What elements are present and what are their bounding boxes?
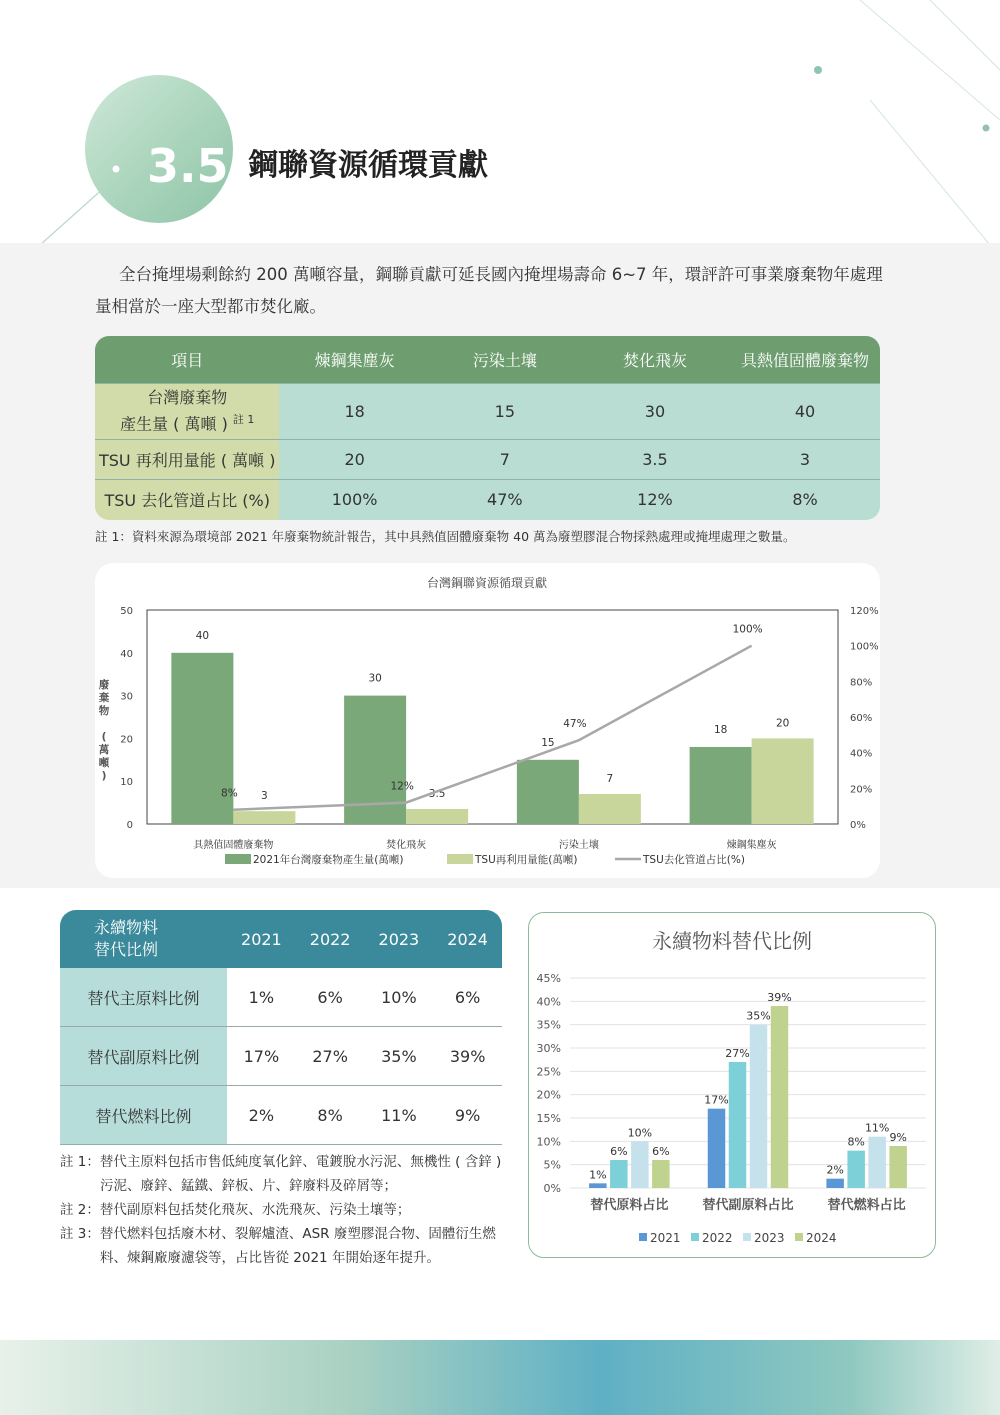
- y2-tick-label: 80%: [850, 677, 873, 689]
- bar: [631, 1141, 649, 1188]
- bar: [889, 1146, 907, 1188]
- y-tick-label: 5%: [543, 1158, 561, 1172]
- row-label-line2: 產生量 ( 萬噸 ): [120, 414, 228, 434]
- data-label: 6%: [652, 1145, 670, 1158]
- y-axis-label-char: (: [101, 731, 107, 743]
- table-cell: 7: [430, 440, 580, 480]
- y2-tick-label: 100%: [850, 641, 879, 653]
- row-label: 替代主原料比例: [60, 968, 227, 1027]
- bar: [826, 1179, 844, 1188]
- section-title: 鋼聯資源循環貢獻: [248, 148, 488, 183]
- table-cell: 2%: [227, 1086, 296, 1145]
- data-label: 30: [368, 672, 382, 685]
- y2-tick-label: 120%: [850, 606, 879, 617]
- data-label: 9%: [889, 1131, 907, 1144]
- data-label: 27%: [725, 1047, 750, 1060]
- table-cell: 12%: [580, 480, 730, 520]
- chart-title: 永續物料替代比例: [652, 929, 812, 953]
- legend-swatch: [795, 1233, 803, 1241]
- legend-swatch: [639, 1233, 647, 1241]
- y-tick-label: 30%: [536, 1042, 561, 1055]
- bar: [750, 1025, 768, 1188]
- footnote: 註 3：替代燃料包括廢木材、裂解爐渣、ASR 廢塑膠混合物、固體衍生燃料、煉鋼廠廢濾袋等，占比皆從 2021 年開始逐年提升。: [60, 1226, 496, 1266]
- header-line2: 替代比例: [94, 940, 159, 959]
- table-cell: 1%: [227, 968, 296, 1027]
- table-cell: 40: [730, 384, 880, 440]
- x-tick-label: 替代原料占比: [590, 1198, 669, 1213]
- y-axis-label-char: 廢: [98, 679, 110, 691]
- y-tick-label: 20%: [536, 1088, 561, 1102]
- table-cell: 8%: [296, 1086, 365, 1145]
- table-cell: 39%: [433, 1027, 502, 1086]
- y-tick-label: 10%: [536, 1135, 561, 1149]
- y2-tick-label: 20%: [850, 784, 873, 796]
- y-tick-label: 40%: [536, 995, 561, 1009]
- table-row: [95, 480, 880, 520]
- y-tick-label: 0%: [543, 1182, 561, 1195]
- footnote-ref: 註 1: [232, 413, 255, 427]
- y-tick-label: 10: [120, 777, 133, 789]
- legend-swatch: [447, 854, 473, 864]
- recycling-contribution-chart: [95, 563, 880, 878]
- y2-tick-label: 0%: [850, 820, 866, 831]
- legend-label: 2021年台灣廢棄物產生量(萬噸): [253, 854, 404, 866]
- legend-label: 2022: [702, 1231, 733, 1245]
- table-cell: 20: [279, 440, 429, 480]
- substitution-table: [60, 910, 502, 1145]
- table1-footnote: 註 1：資料來源為環境部 2021 年廢棄物統計報告，其中具熱值固體廢棄物 40 萬為廢塑膠混合物採熱處理或掩埋處理之數量。: [95, 529, 796, 544]
- footnote: 註 1：替代主原料包括市售低純度氧化鋅、電鍍脫水污泥、無機性 ( 含鋅 ) 污泥、廢鋅、錳鐵、鋅板、片、鋅廢料及碎屑等；: [60, 1154, 502, 1194]
- x-tick-label: 焚化飛灰: [386, 840, 427, 851]
- table-cell: 10%: [365, 968, 434, 1027]
- data-label: 3.5: [428, 788, 446, 801]
- data-label: 7: [606, 773, 614, 786]
- y-tick-label: 15%: [536, 1112, 561, 1125]
- year-header: 2021: [227, 910, 296, 968]
- bar-reuse: [406, 809, 468, 824]
- table-cell: 47%: [430, 480, 580, 520]
- bar: [847, 1151, 865, 1188]
- bar-reuse: [233, 811, 295, 824]
- data-label: 40: [195, 629, 210, 642]
- y-axis-label-char: 物: [98, 705, 110, 717]
- data-label: 6%: [610, 1145, 628, 1158]
- header-line1: 永續物料: [94, 918, 159, 937]
- y-tick-label: 45%: [536, 972, 561, 985]
- section-number: 3.5: [147, 139, 229, 193]
- table-header: [60, 910, 227, 968]
- table-header: 具熱值固體廢棄物: [730, 336, 880, 384]
- table-cell: 18: [279, 384, 429, 440]
- y-tick-label: 25%: [536, 1065, 561, 1079]
- table2-footnotes: [60, 1150, 510, 1270]
- legend-label: 2021: [650, 1231, 681, 1245]
- year-header: 2024: [433, 910, 502, 968]
- row-label: TSU 去化管道占比 (%): [95, 480, 279, 520]
- data-label: 10%: [627, 1126, 653, 1140]
- table-header: 項目: [95, 336, 279, 384]
- line-series: [233, 646, 751, 810]
- table-cell: 17%: [227, 1027, 296, 1086]
- year-header: 2023: [365, 910, 434, 968]
- data-label: 18: [713, 723, 728, 736]
- waste-capacity-table: [95, 336, 880, 520]
- data-label: 3: [261, 790, 268, 803]
- y-tick-label: 40: [120, 648, 133, 660]
- row-label: 替代燃料比例: [60, 1086, 227, 1145]
- row-label: TSU 再利用量能 ( 萬噸 ): [95, 440, 279, 480]
- y-tick-label: 0: [126, 820, 133, 831]
- data-label: 8%: [847, 1135, 865, 1149]
- line-data-label: 100%: [732, 623, 763, 636]
- data-label: 39%: [767, 991, 792, 1004]
- row-label-line1: 台灣廢棄物: [147, 388, 228, 408]
- legend-swatch: [691, 1233, 699, 1241]
- x-tick-label: 污染土壤: [558, 840, 599, 851]
- bar-reuse: [752, 738, 814, 824]
- bar: [708, 1109, 726, 1188]
- table-cell: 30: [580, 384, 730, 440]
- data-label: 2%: [826, 1163, 844, 1177]
- intro-paragraph: 全台掩埋場剩餘約 200 萬噸容量，鋼聯貢獻可延長國內掩埋場壽命 6~7 年，環評許可事業廢棄物年處理量相當於一座大型都市焚化廠。: [95, 265, 883, 316]
- chart-title: 台灣鋼聯資源循環貢獻: [426, 576, 548, 590]
- x-tick-label: 煉鋼集塵灰: [726, 840, 777, 851]
- bar: [868, 1137, 886, 1188]
- table-cell: 27%: [296, 1027, 365, 1086]
- table-cell: 3.5: [580, 440, 730, 480]
- legend-label: TSU去化管道占比(%): [643, 854, 745, 866]
- data-label: 20: [775, 717, 790, 730]
- legend-label: TSU再利用量能(萬噸): [475, 854, 578, 866]
- table-row: [60, 1086, 502, 1145]
- data-label: 35%: [746, 1009, 771, 1023]
- y-tick-label: 20: [120, 734, 133, 746]
- table-cell: 100%: [279, 480, 429, 520]
- legend-swatch: [743, 1233, 751, 1241]
- y-tick-label: 35%: [536, 1018, 561, 1032]
- bar: [771, 1006, 789, 1188]
- table-header: 煉鋼集塵灰: [279, 336, 429, 384]
- line-data-label: 47%: [563, 718, 587, 731]
- table-cell: 6%: [433, 968, 502, 1027]
- table-cell: 8%: [730, 480, 880, 520]
- y2-tick-label: 60%: [850, 713, 873, 724]
- table-cell: 6%: [296, 968, 365, 1027]
- data-label: 17%: [704, 1093, 729, 1107]
- row-label: 替代副原料比例: [60, 1027, 227, 1086]
- y-axis-label-char: ): [101, 770, 107, 782]
- legend-label: 2023: [754, 1231, 785, 1245]
- table-cell: 11%: [365, 1086, 434, 1145]
- footnote: 註 2：替代副原料包括焚化飛灰、水洗飛灰、污染土壤等；: [60, 1202, 411, 1218]
- line-data-label: 8%: [221, 787, 238, 800]
- bar: [589, 1183, 607, 1188]
- y-axis-label-char: 棄: [98, 692, 110, 704]
- y-tick-label: 50: [120, 606, 133, 617]
- bar: [652, 1160, 670, 1188]
- bar: [729, 1062, 747, 1188]
- dot-icon: [110, 163, 122, 175]
- table-row: [60, 1027, 502, 1086]
- y2-tick-label: 40%: [850, 748, 873, 760]
- x-tick-label: 具熱值固體廢棄物: [193, 840, 274, 851]
- x-tick-label: 替代副原料占比: [702, 1198, 794, 1213]
- table-row: [95, 440, 880, 480]
- table-cell: 15: [430, 384, 580, 440]
- y-tick-label: 30: [120, 691, 133, 703]
- table-row: [95, 384, 880, 440]
- y-axis-label-char: 噸: [98, 757, 110, 769]
- table-cell: 9%: [433, 1086, 502, 1145]
- line-data-label: 12%: [390, 780, 414, 793]
- data-label: 15: [541, 736, 555, 749]
- x-tick-label: 替代燃料占比: [827, 1198, 906, 1213]
- substitution-ratio-chart: [528, 912, 936, 1258]
- legend-swatch: [225, 854, 251, 864]
- legend-label: 2024: [806, 1231, 837, 1245]
- row-label: [95, 384, 279, 440]
- table-cell: 35%: [365, 1027, 434, 1086]
- data-label: 11%: [864, 1121, 890, 1135]
- bar: [610, 1160, 628, 1188]
- table-cell: 3: [730, 440, 880, 480]
- table-row: [60, 968, 502, 1027]
- year-header: 2022: [296, 910, 365, 968]
- y-axis-label-char: 萬: [98, 744, 110, 756]
- bottom-decorative-band: [0, 1340, 1000, 1415]
- data-label: 1%: [589, 1168, 607, 1182]
- bar-generated: [690, 747, 752, 824]
- bar-generated: [517, 760, 579, 824]
- table-header: 污染土壤: [430, 336, 580, 384]
- table-header: 焚化飛灰: [580, 336, 730, 384]
- bar-reuse: [579, 794, 641, 824]
